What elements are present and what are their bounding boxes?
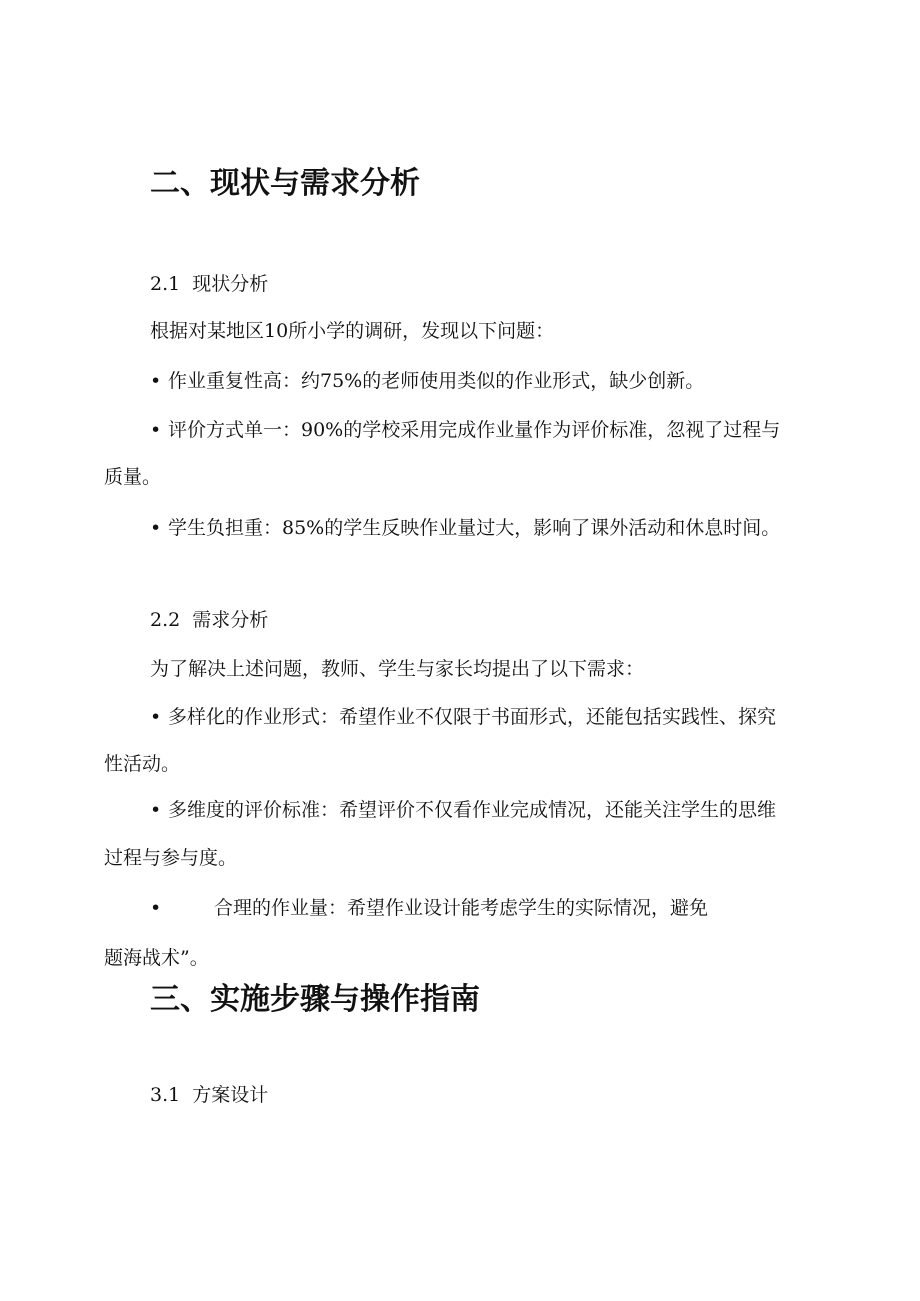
subsection-number: 3.1 [150,1084,181,1106]
section-3-heading: 三、实施步骤与操作指南 [150,982,480,1017]
bullet-icon: • [150,370,162,392]
list-item [150,417,780,443]
list-item-text: 多维度的评价标准：希望评价不仅看作业完成情况，还能关注学生的思维 [168,799,777,821]
paragraph-intro-2-2: 为了解决上述问题，教师、学生与家长均提出了以下需求： [150,658,645,680]
bullet-icon: • [150,706,162,728]
subsection-2-2-heading [150,607,268,633]
bullet-icon: • [150,897,162,919]
subsection-title: 需求分析 [192,609,269,631]
list-item-text: 作业重复性高：约75%的老师使用类似的作业形式，缺少创新。 [168,370,705,392]
subsection-number: 2.1 [150,273,181,295]
list-item [150,895,708,921]
list-item [150,797,776,823]
list-item-text: 学生负担重：85%的学生反映作业量过大，影响了课外活动和休息时间。 [168,517,781,539]
list-item-continuation: 过程与参与度。 [104,847,238,869]
list-item [150,704,776,730]
bullet-icon: • [150,517,162,539]
section-2-heading: 二、现状与需求分析 [150,166,420,201]
subsection-title: 方案设计 [192,1084,269,1106]
list-item-text: 多样化的作业形式：希望作业不仅限于书面形式，还能包括实践性、探究 [168,706,777,728]
list-item-continuation: 质量。 [104,466,162,488]
subsection-number: 2.2 [150,609,181,631]
bullet-icon: • [150,419,162,441]
list-item-text: 评价方式单一：90%的学校采用完成作业量作为评价标准，忽视了过程与 [168,419,781,441]
bullet-icon: • [150,799,162,821]
list-item-continuation: 题海战术”。 [104,947,209,969]
subsection-2-1-heading [150,271,268,297]
list-item-continuation: 性活动。 [104,753,181,775]
subsection-title: 现状分析 [192,273,269,295]
subsection-3-1-heading [150,1082,268,1108]
list-item [150,515,780,541]
list-item [150,368,704,394]
paragraph-intro-2-1: 根据对某地区10所小学的调研，发现以下问题： [150,320,555,342]
list-item-text: 合理的作业量：希望作业设计能考虑学生的实际情况，避免 [214,897,709,919]
